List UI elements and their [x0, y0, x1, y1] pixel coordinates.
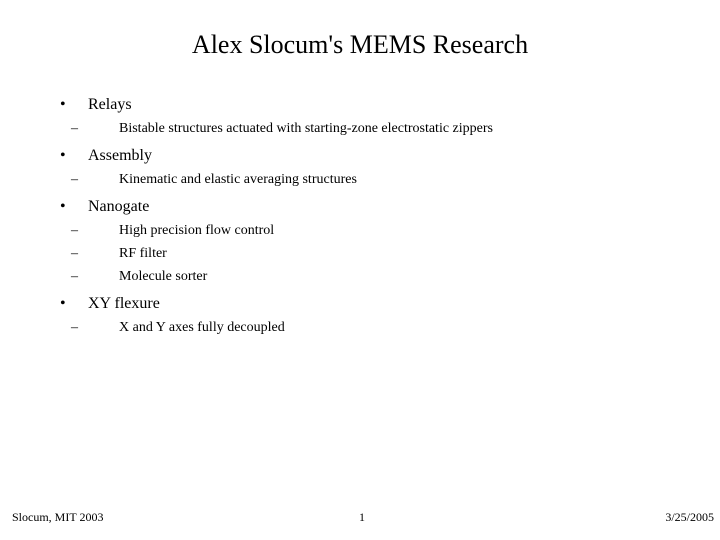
sub-bullet-label: Kinematic and elastic averaging structures [119, 172, 357, 187]
slide-title: Alex Slocum's MEMS Research [191, 30, 529, 59]
bullet-item-assembly [58, 145, 698, 170]
bullet-item-nanogate [58, 196, 698, 221]
footer-author: Slocum, MIT 2003 [12, 510, 104, 524]
sub-bullet-item [58, 119, 698, 145]
sub-bullet-item [58, 244, 698, 267]
sub-bullet-item [58, 267, 698, 293]
sub-bullet-item [58, 318, 698, 341]
sub-bullet-label: Bistable structures actuated with starting-zone electrostatic zippers [119, 121, 493, 136]
dash-icon: – [71, 121, 78, 136]
sub-bullet-item [58, 221, 698, 244]
sub-bullet-item [58, 170, 698, 196]
dash-icon: – [71, 223, 78, 238]
sub-bullet-label: Molecule sorter [119, 269, 208, 284]
bullet-label: Relays [88, 96, 132, 113]
bullet-icon: • [60, 295, 66, 312]
bullet-label: Nanogate [88, 198, 150, 215]
bullet-icon: • [60, 198, 66, 215]
sub-bullet-label: RF filter [119, 246, 167, 261]
sub-bullet-label: X and Y axes fully decoupled [119, 320, 285, 335]
dash-icon: – [71, 269, 78, 284]
dash-icon: – [71, 320, 78, 335]
bullet-label: Assembly [88, 147, 152, 164]
bullet-list [58, 94, 698, 341]
dash-icon: – [71, 172, 78, 187]
bullet-label: XY flexure [88, 295, 160, 312]
bullet-item-relays [58, 94, 698, 119]
bullet-icon: • [60, 147, 66, 164]
footer-date: 3/25/2005 [665, 510, 714, 524]
bullet-item-xy-flexure [58, 293, 698, 318]
footer-page-number: 1 [359, 510, 365, 524]
dash-icon: – [71, 246, 78, 261]
sub-bullet-label: High precision flow control [119, 223, 275, 238]
bullet-icon: • [60, 96, 66, 113]
